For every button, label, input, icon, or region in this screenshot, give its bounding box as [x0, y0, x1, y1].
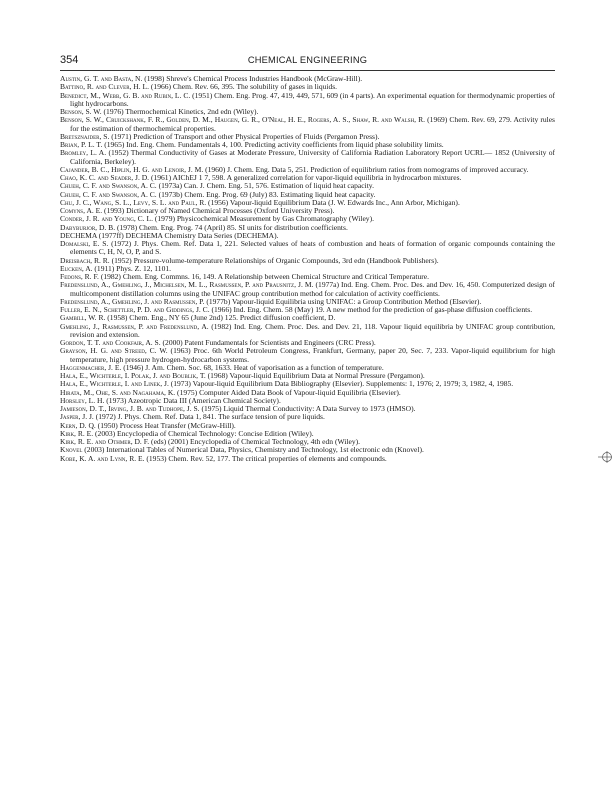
reference-text: (2003) International Tables of Numerical Data, Physics, Chemistry and Technology, 1st electronic edn (Knovel). — [82, 445, 424, 455]
reference-entry — [60, 92, 555, 109]
reference-authors: Benson, S. W., Cruickshank, F. R., Golden, D. M., Haugen, G. R., O'Neal, H. E., Rogers, A. S., Shaw, R. and Walsh, R. — [60, 115, 426, 125]
reference-text: (1950) Process Heat Transfer (McGraw-Hill). — [95, 420, 236, 430]
reference-authors: Hala, E., Wichterle, I. and Linek, J. — [60, 379, 169, 389]
reference-text: (1977b) Vapour-liquid Equilibria using UNIFAC: a Group Contribution Method (Elsevier). — [204, 296, 482, 306]
reference-text: (1979) Physicochemical Measurement by Gas Chromatography (Wiley). — [152, 214, 374, 224]
reference-authors: Chu, J. C., Wang, S. L., Levy, S. L. and Paul, R. — [60, 197, 207, 207]
reference-authors: Dabyburjor, D. B. — [60, 222, 116, 232]
reference-entry — [60, 116, 555, 133]
reference-text: (1977a) Ind. Eng. Chem. Proc. Des. and Dev. 16, 450. Computerized design of multicomponent distillation columns using the UNIFAC group contribution method for calculation of activity coefficients. — [70, 280, 556, 298]
reference-authors: Fuller, E. N., Schettler, P. D. and Giddings, J. C. — [60, 305, 210, 314]
reference-authors: Bretsznajder, S. — [60, 131, 110, 141]
reference-authors: Benson, S. W. — [60, 107, 102, 116]
header-rule — [60, 70, 555, 71]
reference-text: (1973) Azeotropic Data III (American Chemical Society). — [104, 395, 281, 405]
reference-authors: Austin, G. T. and Basta, N. — [60, 74, 143, 83]
reference-authors: Haggenmacher, J. E. — [60, 362, 122, 372]
reference-entry — [60, 323, 555, 340]
reference-authors: Chao, K. C. and Seader, J. D. — [60, 173, 150, 182]
reference-text: (1982) Ind. Eng. Chem. Proc. Des. and Dev. 21, 118. Vapour liquid equilibria by UNIFAC group contribution, revision and extension. — [70, 321, 555, 339]
reference-text: (1993) Dictionary of Named Chemical Processes (Oxford University Press). — [102, 206, 335, 215]
reference-text: (1946) J. Am. Chem. Soc. 68, 1633. Heat of vaporisation as a function of temperature. — [121, 362, 384, 372]
reference-authors: Hala, E., Wichterle, I. Polak, J. and Boublik, T. — [60, 371, 206, 380]
reference-entry — [60, 455, 555, 463]
reference-text: (1973) Vapour-liquid Equilibrium Data Bibliography (Elsevier). Supplements: 1, 1976; 2, 1979; 3, 1982, 4, 1985. — [168, 379, 514, 389]
reference-list — [60, 75, 555, 463]
reference-text: (1973a) Can. J. Chem. Eng. 51, 576. Estimation of liquid heat capacity. — [156, 181, 374, 191]
reference-text: (1911) Phys. Z. 12, 1101. — [92, 263, 172, 273]
reference-authors: Kirk, R. E. and Othmer, D. F. — [60, 437, 150, 446]
reference-text: (1998) Shreve's Chemical Process Industries Handbook (McGraw-Hill). — [142, 74, 363, 83]
reference-text: (1966) Chem. Rev. 66, 395. The solubility of gases in liquids. — [149, 82, 338, 92]
reference-authors: Kobe, K. A. and Lynn, R. E. — [60, 453, 145, 463]
reference-authors: Cajander, B. C., Hiplin, H. G. and Lenoir, J. M. — [60, 164, 204, 174]
page-number: 354 — [60, 54, 79, 66]
reference-authors: Fredenslund, A., Gmehling, J., Michelsen, M. L., Rasmussen, P. and Prausnitz, J. M. — [60, 280, 314, 290]
reference-text: (2003) Encyclopedia of Chemical Technology: Concise Edition (Wiley). — [93, 428, 314, 438]
reference-authors: Knovel — [60, 445, 83, 455]
reference-text: (1965) Ind. Eng. Chem. Fundamentals 4, 100. Predicting activity coefficients from liquid phase solubility limits. — [102, 140, 444, 149]
reference-authors: Benedict, M., Webb, G. B. and Rubin, L. C. — [60, 90, 191, 100]
reference-text: (2000) Patent Fundamentals for Scientists and Engineers (CRC Press). — [160, 338, 376, 347]
reference-text: (1975) Liquid Thermal Conductivity: A Data Survey to 1973 (HMSO). — [199, 404, 416, 413]
reference-entry — [60, 149, 555, 166]
reference-text: (1973b) Chem. Eng. Prog. 69 (July) 83. Estimating liquid heat capacity. — [156, 189, 376, 199]
reference-text: (1958) Chem. Eng., NY 65 (June 2nd) 125. Predict diffusion coefficient, D. — [105, 313, 336, 323]
reference-authors: Horsley, L. H. — [60, 395, 105, 405]
reference-authors: Battino, R. and Clever, H. L. — [60, 82, 150, 92]
page-header — [60, 54, 555, 70]
reference-authors: Gmehling, J., Rasmussen, P. and Fredenslund, A. — [60, 321, 209, 331]
reference-text: (1966) Ind. Eng. Chem. 58 (May) 19. A new method for the prediction of gas-phase diffusion coefficients. — [209, 305, 533, 314]
reference-authors: Gambill, W. R. — [60, 313, 106, 323]
reference-authors: Domalski, E. S. — [60, 239, 109, 248]
running-title: CHEMICAL ENGINEERING — [247, 55, 368, 65]
reference-text: (1952) Thermal Conductivity of Gases at Moderate Pressure, University of California Radiation Laboratory Report UCRL— 1852 (University of California, Berkeley). — [70, 148, 555, 166]
reference-authors: Jamieson, D. T., Irving, J. B. and Tudhope, J. S. — [60, 404, 200, 413]
reference-text: (1960) J. Chem. Eng. Data 5, 251. Prediction of equilibrium ratios from nomograms of improved accuracy. — [203, 164, 529, 174]
reference-authors: Grayson, H. G. and Streed, C. W. — [60, 346, 168, 356]
reference-authors: Comyns, A. E. — [60, 206, 103, 215]
reference-authors: Conder, J. R. and Young, C. L. — [60, 214, 153, 224]
reference-authors: Eucken, A. — [60, 263, 93, 273]
reference-authors: Bromley, L. A. — [60, 148, 107, 158]
reference-text: (eds) (2001) Encyclopedia of Chemical Technology, 4th edn (Wiley). — [149, 437, 361, 446]
crop-mark-icon — [598, 450, 612, 464]
reference-authors: Dreisbach, R. R. — [60, 255, 110, 265]
reference-entry — [60, 281, 555, 298]
reference-text: DECHEMA (1977ff) DECHEMA Chemistry Data Series (DECHEMA). — [60, 230, 279, 240]
reference-entry — [60, 347, 555, 364]
reference-text: (1951) Chem. Eng. Prog. 47, 419, 449, 571, 609 (in 4 parts). An experimental equation for thermodynamic properties of light hydrocarbons. — [70, 90, 555, 108]
reference-text: (1971) Prediction of Transport and other Physical Properties of Fluids (Pergamon Press). — [109, 131, 380, 141]
reference-authors: Kirk, R. E. — [60, 428, 94, 438]
reference-text: (1982) Chem. Eng. Commns. 16, 149. A Relationship between Chemical Structure and Critical Temperature. — [98, 272, 430, 281]
reference-text: (1952) Pressure-volume-temperature Relationships of Organic Compounds, 3rd edn (Handbook Publishers). — [109, 255, 439, 265]
reference-text: (1976) Thermochemical Kinetics, 2nd edn (Wiley). — [101, 107, 259, 116]
reference-text: (1975) Computer Aided Data Book of Vapour-liquid Equilibria (Elsevier). — [175, 387, 401, 397]
reference-text: (1961) AIChEJ 1 7, 598. A generalized correlation for vapor-liquid equilibria in hydrocarbon mixtures. — [149, 173, 462, 182]
reference-text: (1956) Vapour-liquid Equilibrium Data (J. W. Edwards Inc., Ann Arbor, Michigan). — [206, 197, 460, 207]
reference-authors: Chueh, C. F. and Swanson, A. C. — [60, 181, 157, 191]
reference-authors: Jasper, J. J. — [60, 412, 94, 422]
reference-authors: Fedons, R. F. — [60, 272, 99, 281]
reference-authors: Brian, P. L. T. — [60, 140, 103, 149]
reference-authors: Gordon, T. T. and Cookfair, A. S. — [60, 338, 161, 347]
reference-text: (1968) Vapour-liquid Equilibrium Data at Normal Pressure (Pergamon). — [205, 371, 425, 380]
reference-text: (1978) Chem. Eng. Prog. 74 (April) 85. SI units for distribution coefficients. — [115, 222, 348, 232]
reference-text: (1963) Proc. 6th World Petroleum Congress, Frankfurt, Germany, paper 20, Sec. 7, 233. Vapor-liquid equilibrium for high temperature, high pressure hydrogen-hydrocarbon systems. — [70, 346, 555, 364]
reference-authors: Fredenslund, A., Gmehling, J. and Rasmussen, P. — [60, 296, 205, 306]
reference-entry — [60, 240, 555, 257]
reference-authors: Kern, D. Q. — [60, 420, 96, 430]
reference-text: (1969) Chem. Rev. 69, 279. Activity rules for the estimation of thermochemical properties. — [70, 115, 555, 133]
reference-text: (1972) J. Phys. Chem. Ref. Data 1, 841. The surface tension of pure liquids. — [93, 412, 325, 422]
reference-authors: Hirata, M., Ohe, S. and Nagahama, K. — [60, 387, 176, 397]
reference-text: (1953) Chem. Rev. 52, 177. The critical properties of elements and compounds. — [144, 453, 387, 463]
reference-text: (1972) J. Phys. Chem. Ref. Data 1, 221. Selected values of heats of combustion and heats of formation of organic compounds containing the elements C, H, N, O, P, and S. — [70, 239, 555, 257]
reference-authors: Chueh, C. F. and Swanson, A. C. — [60, 189, 157, 199]
